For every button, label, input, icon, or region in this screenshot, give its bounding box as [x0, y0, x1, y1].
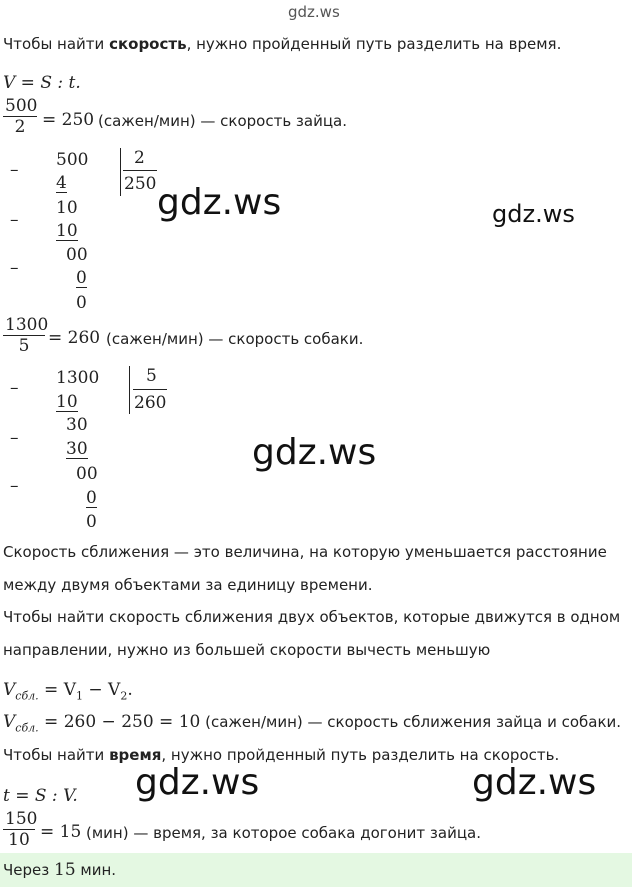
watermark-top: gdz.ws: [288, 3, 340, 21]
approach-def-line-2: между двумя объектами за единицу времени.: [3, 576, 373, 594]
dog-minus-3: –: [10, 476, 19, 496]
intro-time-pre: Чтобы найти: [3, 746, 110, 764]
watermark-1: gdz.ws: [157, 182, 282, 223]
dog-fraction: [3, 315, 49, 356]
watermark-3: gdz.ws: [252, 432, 377, 473]
time-eq: = 15: [40, 822, 82, 842]
dog-minus-1: –: [10, 378, 19, 398]
intro-speed: [3, 35, 561, 53]
intro-speed-bold: скорость: [109, 35, 187, 53]
hare-minus-3: –: [10, 258, 19, 278]
watermark-4: gdz.ws: [135, 762, 260, 803]
approach-rule-line-1: Чтобы найти скорость сближения двух объектов, которые движутся в одном: [3, 608, 621, 626]
dog-step-3: 30: [66, 439, 88, 459]
time-den: 10: [3, 829, 35, 850]
hare-den: 2: [3, 116, 37, 137]
answer-text: Через 15 мин.: [3, 860, 117, 880]
answer-box: [0, 853, 632, 887]
dog-divisor-line: [133, 389, 167, 390]
dog-dividend: 1300: [56, 368, 100, 388]
hare-divisor: 2: [134, 148, 145, 168]
approach-rule-line-2: направлении, нужно из большей скорости вычесть меньшую: [3, 641, 491, 659]
hare-step-5: 0: [76, 268, 87, 288]
time-text: (мин) — время, за которое собака догонит зайца.: [86, 824, 482, 842]
dog-step-6: 0: [86, 512, 97, 532]
dog-text: (сажен/мин) — скорость собаки.: [106, 330, 364, 348]
hare-minus-1: –: [10, 160, 19, 180]
intro-speed-post: , нужно пройденный путь разделить на время.: [186, 35, 562, 53]
dog-step-4: 00: [76, 464, 98, 484]
hare-text: (сажен/мин) — скорость зайца.: [98, 112, 348, 130]
approach-calc: $V_{сбл.} = 260 - 250 = 10$ (сажен/мин) — скорость сближения зайца и собаки.: [3, 712, 622, 735]
approach-def-line-1: Скорость сближения — это величина, на которую уменьшается расстояние: [3, 543, 607, 561]
hare-step-1: 4: [56, 173, 67, 193]
watermark-5: gdz.ws: [472, 762, 597, 803]
dog-den: 5: [3, 335, 45, 356]
hare-divisor-line: [123, 170, 157, 171]
hare-eq: = 250: [42, 110, 95, 130]
dog-quotient: 260: [134, 393, 167, 413]
hare-step-3: 10: [56, 221, 78, 241]
formula-speed: V = S : t.: [3, 73, 81, 93]
dog-step-1: 10: [56, 392, 78, 412]
hare-step-2: 10: [56, 198, 78, 218]
hare-division-bar: [120, 148, 121, 196]
formula-time: t = S : V.: [3, 786, 78, 806]
time-num: 150: [5, 809, 38, 829]
dog-divisor: 5: [146, 366, 157, 386]
dog-step-5: 0: [86, 488, 97, 508]
dog-num: 1300: [5, 315, 49, 335]
dog-minus-2: –: [10, 428, 19, 448]
hare-num: 500: [5, 96, 38, 116]
intro-time-post: , нужно пройденный путь разделить на скорость.: [161, 746, 560, 764]
hare-quotient: 250: [124, 174, 157, 194]
intro-time-bold: время: [109, 746, 162, 764]
watermark-2: gdz.ws: [492, 200, 575, 228]
intro-speed-pre: Чтобы найти: [3, 35, 110, 53]
hare-dividend: 500: [56, 150, 89, 170]
hare-fraction: [3, 96, 37, 137]
hare-step-6: 0: [76, 293, 87, 313]
formula-approach: $V_{сбл.} = V_1 - V_2$.: [3, 680, 133, 703]
dog-eq: = 260: [48, 328, 101, 348]
dog-division-bar: [129, 366, 130, 414]
dog-step-2: 30: [66, 415, 88, 435]
hare-step-4: 00: [66, 245, 88, 265]
time-fraction: [3, 809, 38, 850]
hare-minus-2: –: [10, 210, 19, 230]
